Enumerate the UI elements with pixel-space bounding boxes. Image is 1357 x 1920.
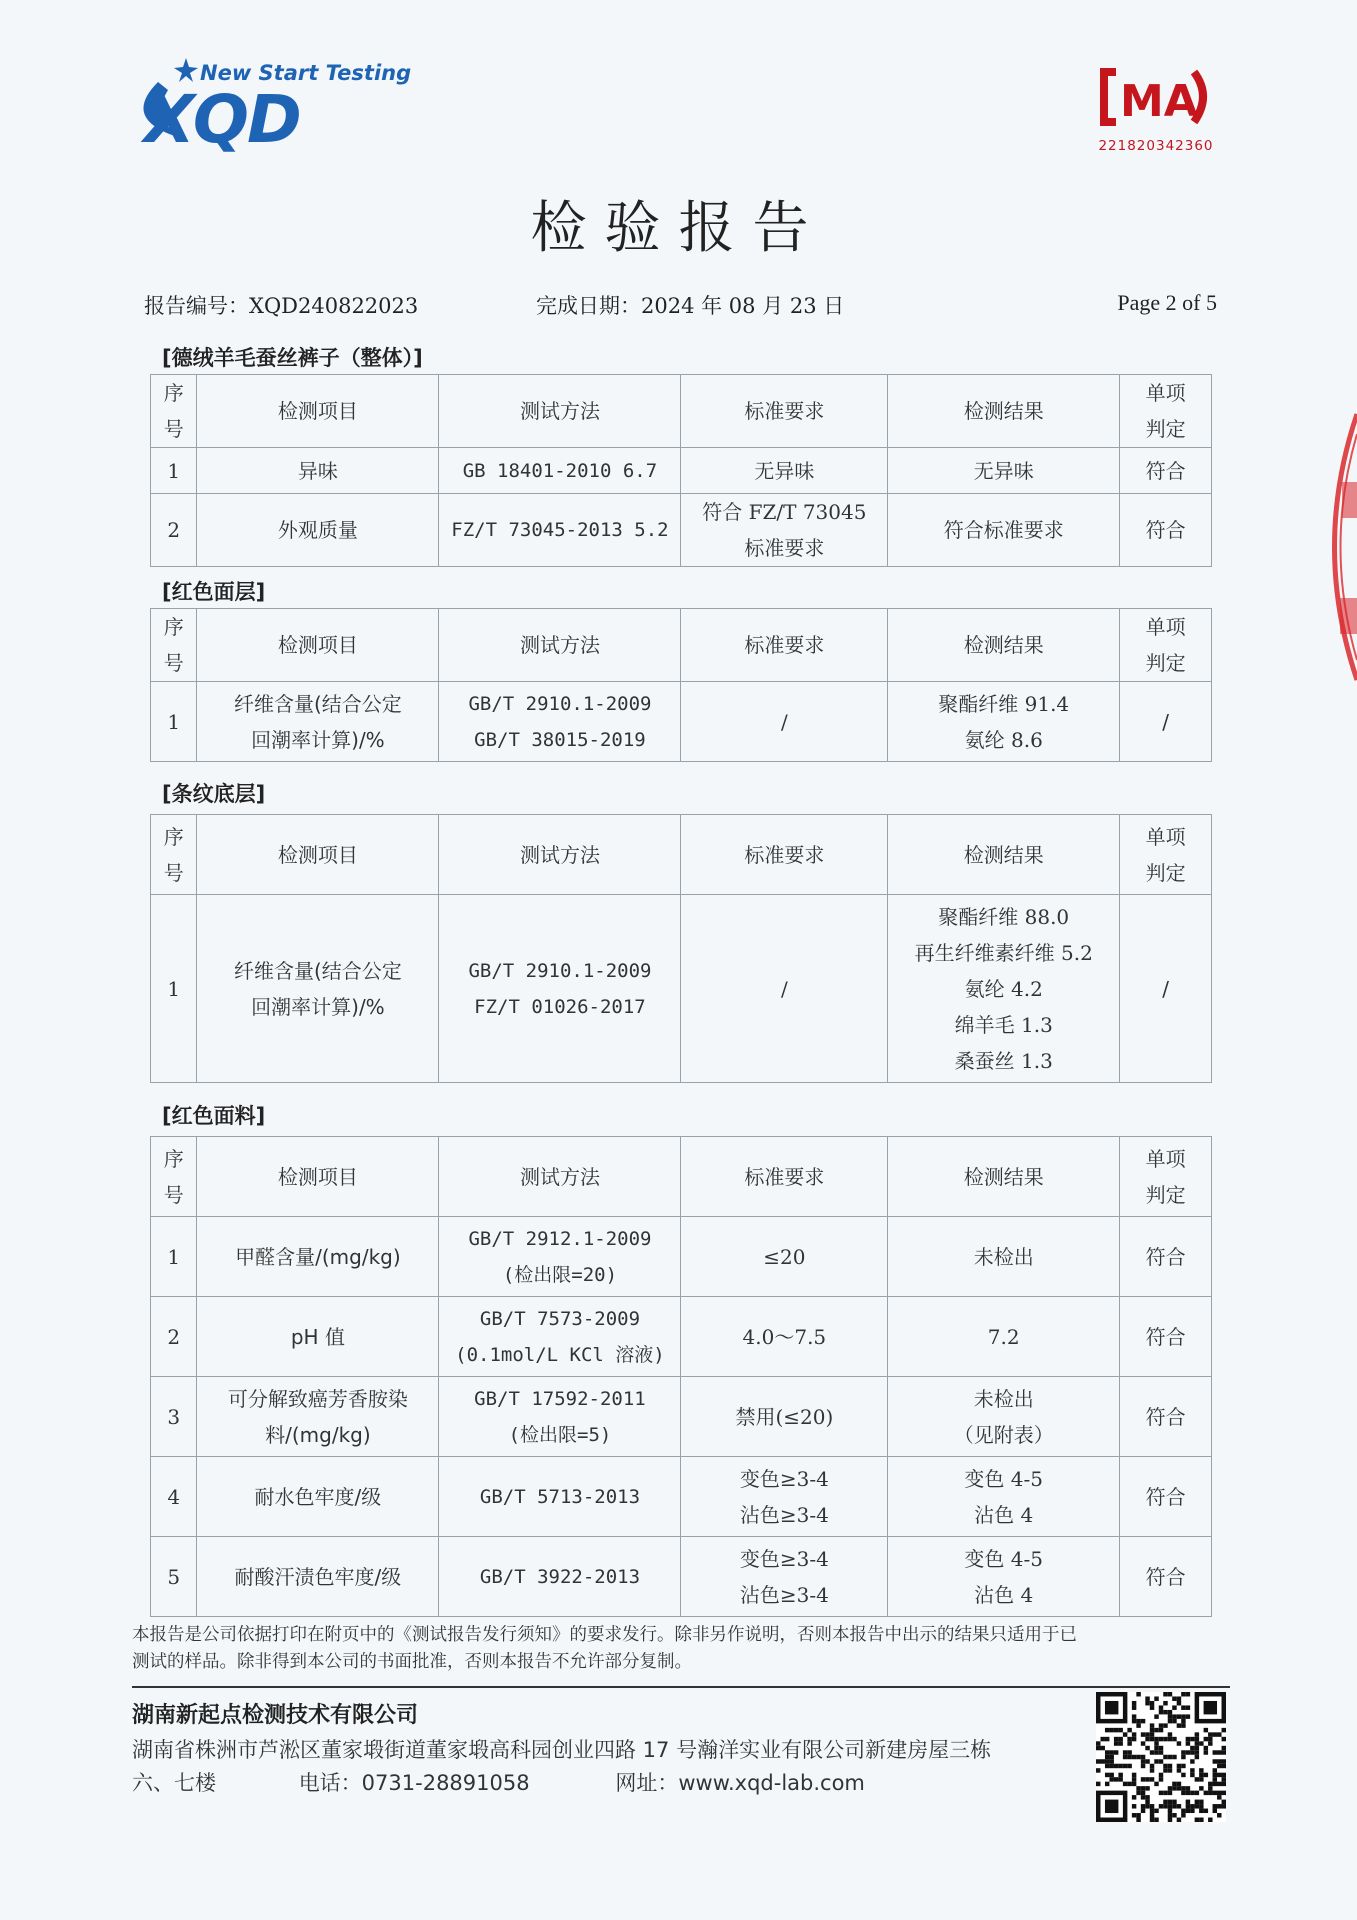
cell-test-method xyxy=(439,682,681,762)
cell-text: GB/T 2910.1-2009 xyxy=(468,959,652,982)
cell-verdict xyxy=(1120,1297,1212,1377)
cell-test-method xyxy=(439,1457,681,1537)
cma-letters: MA xyxy=(1120,76,1198,127)
cell-text: 变色≥3-4 xyxy=(739,1466,829,1491)
header-test-item xyxy=(197,1137,439,1217)
cell-text: 1 xyxy=(167,709,181,734)
table-header-row xyxy=(151,609,1212,682)
cell-result xyxy=(888,1537,1120,1617)
phone-number: 电话：0731-28891058 xyxy=(298,1771,530,1795)
cell-text: / xyxy=(1162,709,1169,734)
cell-text: 氨纶 4.2 xyxy=(964,976,1043,1001)
cell-text: 回潮率计算)/% xyxy=(251,994,385,1019)
cell-text: 沾色 4 xyxy=(974,1502,1034,1527)
disclaimer-line: 本报告是公司依据打印在附页中的《测试报告发行须知》的要求发行。除非另作说明，否则本报告中出示的结果只适用于已 xyxy=(132,1625,1077,1645)
cell-text: 2 xyxy=(167,518,181,542)
results-table-striped-bottom-layer xyxy=(150,814,1212,1083)
cell-text: 序 xyxy=(163,615,184,639)
cell-text: 聚酯纤维 91.4 xyxy=(938,691,1070,716)
cell-text: 耐酸汗渍色牢度/级 xyxy=(234,1564,402,1589)
cell-text: / xyxy=(780,709,788,734)
cell-test-method xyxy=(439,1297,681,1377)
cell-text: 号 xyxy=(163,860,184,885)
cell-text: 检测结果 xyxy=(963,399,1044,423)
header-verdict xyxy=(1120,375,1212,448)
cell-text: 符合 xyxy=(1145,518,1186,542)
cell-text: 耐水色牢度/级 xyxy=(254,1484,382,1509)
cell-text: GB 18401-2010 6.7 xyxy=(462,459,658,482)
cell-text: （见附表） xyxy=(953,1422,1054,1447)
cell-result xyxy=(888,1377,1120,1457)
cell-seq xyxy=(151,895,197,1083)
section-title-red-fabric: [红色面料] xyxy=(162,1104,266,1128)
cell-text: 判定 xyxy=(1145,1182,1186,1207)
results-table-whole xyxy=(150,374,1212,567)
cell-text: 号 xyxy=(163,651,184,675)
cell-requirement xyxy=(681,1377,888,1457)
cell-text: 未检出 xyxy=(973,1244,1034,1269)
cell-text: 纤维含量(结合公定 xyxy=(234,958,402,983)
cell-requirement xyxy=(681,494,888,567)
cell-text: (检出限=20) xyxy=(502,1263,618,1286)
disclaimer-line: 测试的样品。除非得到本公司的书面批准，否则本报告不允许部分复制。 xyxy=(132,1652,692,1672)
cell-test-item xyxy=(197,494,439,567)
results-table-red-top-layer xyxy=(150,608,1212,762)
cell-text: 1 xyxy=(167,976,181,1001)
cell-text: 再生纤维素纤维 5.2 xyxy=(914,940,1093,965)
cell-verdict xyxy=(1120,895,1212,1083)
cell-seq xyxy=(151,1217,197,1297)
cell-test-item xyxy=(197,1537,439,1617)
header-requirement xyxy=(681,375,888,448)
cell-text: 3 xyxy=(167,1404,181,1429)
cell-verdict xyxy=(1120,1377,1212,1457)
cell-requirement xyxy=(681,1217,888,1297)
header-test-method xyxy=(439,815,681,895)
cma-seal xyxy=(1094,66,1218,156)
cell-text: 标准要求 xyxy=(744,399,825,423)
cell-text: ≤20 xyxy=(763,1244,806,1269)
divider xyxy=(132,1686,1230,1688)
cell-test-item xyxy=(197,1297,439,1377)
cell-text: 符合 xyxy=(1145,1324,1186,1349)
company-address: 湖南省株洲市芦淞区董家塅街道董家塅高科园创业四路 17 号瀚洋实业有限公司新建房屋三栋 xyxy=(132,1738,992,1762)
cell-text: 单项 xyxy=(1145,615,1186,639)
red-seal-stamp xyxy=(1322,412,1357,682)
cell-text: GB/T 2910.1-2009 xyxy=(468,692,652,715)
cell-verdict xyxy=(1120,494,1212,567)
header-requirement xyxy=(681,609,888,682)
cell-text: 单项 xyxy=(1145,381,1186,405)
star-icon xyxy=(174,58,198,82)
cell-verdict xyxy=(1120,448,1212,494)
cell-text: 检测结果 xyxy=(963,842,1044,867)
cell-text: / xyxy=(780,976,788,1001)
cell-text: 未检出 xyxy=(973,1386,1034,1411)
cell-text: 外观质量 xyxy=(277,518,358,542)
cell-text: 判定 xyxy=(1145,651,1186,675)
cell-text: 检测项目 xyxy=(277,842,358,867)
header-test-method xyxy=(439,1137,681,1217)
section-title-striped-bottom-layer: [条纹底层] xyxy=(162,782,266,806)
cell-text: / xyxy=(1162,976,1169,1001)
cell-test-item xyxy=(197,1377,439,1457)
cell-test-item xyxy=(197,448,439,494)
section-title-whole: [德绒羊毛蚕丝裤子（整体）] xyxy=(162,346,423,370)
cell-requirement xyxy=(681,1297,888,1377)
address-floors: 六、七楼 xyxy=(132,1771,216,1795)
table-row xyxy=(151,1537,1212,1617)
cell-text: 序 xyxy=(163,381,184,405)
cell-text: 判定 xyxy=(1145,417,1186,441)
cell-text: 沾色≥3-4 xyxy=(739,1502,829,1527)
cell-text: 5 xyxy=(167,1564,181,1589)
header-test-method xyxy=(439,375,681,448)
cell-text: 号 xyxy=(163,417,184,441)
cell-text: GB/T 17592-2011 xyxy=(474,1387,646,1410)
header-requirement xyxy=(681,815,888,895)
cell-text: 2 xyxy=(167,1324,181,1349)
disclaimer xyxy=(132,1622,1232,1676)
cell-text: 聚酯纤维 88.0 xyxy=(938,904,1070,929)
cell-test-method xyxy=(439,1377,681,1457)
header-verdict xyxy=(1120,609,1212,682)
table-row xyxy=(151,494,1212,567)
cell-text: 单项 xyxy=(1145,824,1186,849)
cell-result xyxy=(888,448,1120,494)
cell-text: GB/T 5713-2013 xyxy=(479,1485,641,1508)
cell-text: 测试方法 xyxy=(519,399,600,423)
header-verdict xyxy=(1120,815,1212,895)
table-row xyxy=(151,1457,1212,1537)
cell-test-item xyxy=(197,1217,439,1297)
cell-text: 号 xyxy=(163,1182,184,1207)
cell-result xyxy=(888,895,1120,1083)
cell-text: 符合 xyxy=(1145,458,1186,483)
cell-text: FZ/T 73045-2013 5.2 xyxy=(451,519,669,541)
cell-text: 检测结果 xyxy=(963,1164,1044,1189)
table-header-row xyxy=(151,375,1212,448)
cell-text: 标准要求 xyxy=(744,1164,825,1189)
cell-text: 符合标准要求 xyxy=(943,518,1064,542)
cell-text: 测试方法 xyxy=(519,1164,600,1189)
cell-text: 符合 xyxy=(1145,1564,1186,1589)
cell-test-method xyxy=(439,448,681,494)
cell-text: 检测项目 xyxy=(277,633,358,657)
cell-seq xyxy=(151,682,197,762)
cell-text: 4.0～7.5 xyxy=(742,1324,827,1349)
section-title-red-top-layer: [红色面层] xyxy=(162,580,266,604)
cell-result xyxy=(888,1457,1120,1537)
cell-text: 1 xyxy=(167,1244,181,1269)
cell-requirement xyxy=(681,682,888,762)
cell-text: 测试方法 xyxy=(519,633,600,657)
cell-verdict xyxy=(1120,682,1212,762)
cell-text: 沾色≥3-4 xyxy=(739,1582,829,1607)
header-result xyxy=(888,609,1120,682)
results-table-red-fabric xyxy=(150,1136,1212,1617)
cell-text: 无异味 xyxy=(973,458,1034,483)
cell-seq xyxy=(151,1457,197,1537)
cell-result xyxy=(888,682,1120,762)
table-row xyxy=(151,895,1212,1083)
cell-verdict xyxy=(1120,1537,1212,1617)
cell-test-method xyxy=(439,1217,681,1297)
table-row xyxy=(151,1377,1212,1457)
cell-text: 检测结果 xyxy=(963,633,1044,657)
cell-text: 4 xyxy=(167,1484,181,1509)
table-row xyxy=(151,1297,1212,1377)
cell-text: pH 值 xyxy=(290,1324,345,1349)
table-row xyxy=(151,682,1212,762)
report-number: 报告编号：XQD240822023 xyxy=(144,294,419,318)
page-title: 检验报告 xyxy=(530,196,827,261)
header-seq xyxy=(151,815,197,895)
cell-seq xyxy=(151,1537,197,1617)
cell-text: (0.1mol/L KCl 溶液) xyxy=(455,1343,665,1366)
cell-text: GB/T 2912.1-2009 xyxy=(468,1227,652,1250)
header-result xyxy=(888,1137,1120,1217)
cell-seq xyxy=(151,494,197,567)
cell-text: 标准要求 xyxy=(744,842,825,867)
header-verdict xyxy=(1120,1137,1212,1217)
table-row xyxy=(151,448,1212,494)
cell-text: 标准要求 xyxy=(744,536,825,560)
table-header-row xyxy=(151,815,1212,895)
page-indicator: Page 2 of 5 xyxy=(1117,290,1217,315)
cell-test-method xyxy=(439,494,681,567)
header-test-item xyxy=(197,609,439,682)
header-seq xyxy=(151,609,197,682)
cell-text: 7.2 xyxy=(987,1324,1020,1349)
cell-text: 判定 xyxy=(1145,860,1186,885)
cell-test-method xyxy=(439,895,681,1083)
cell-requirement xyxy=(681,1537,888,1617)
cell-text: 符合 xyxy=(1145,1244,1186,1269)
cell-text: 绵羊毛 1.3 xyxy=(954,1012,1053,1037)
cell-text: 变色 4-5 xyxy=(964,1466,1043,1491)
cell-test-item xyxy=(197,895,439,1083)
website-link[interactable]: 网址：www.xqd-lab.com xyxy=(615,1771,865,1795)
cell-seq xyxy=(151,448,197,494)
cell-text: 桑蚕丝 1.3 xyxy=(954,1048,1053,1073)
cell-text: 禁用(≤20) xyxy=(735,1404,834,1429)
cell-text: FZ/T 01026-2017 xyxy=(474,995,646,1018)
cell-text: 回潮率计算)/% xyxy=(251,727,385,752)
cell-text: (检出限=5) xyxy=(508,1423,612,1446)
company-name: 湖南新起点检测技术有限公司 xyxy=(132,1703,419,1728)
cell-test-item xyxy=(197,1457,439,1537)
cell-verdict xyxy=(1120,1457,1212,1537)
header-result xyxy=(888,375,1120,448)
header-seq xyxy=(151,375,197,448)
cell-text: 1 xyxy=(167,458,181,483)
header-seq xyxy=(151,1137,197,1217)
header-test-item xyxy=(197,815,439,895)
cell-text: 单项 xyxy=(1145,1146,1186,1171)
cell-text: 氨纶 8.6 xyxy=(964,727,1043,752)
table-header-row xyxy=(151,1137,1212,1217)
cell-text: 检测项目 xyxy=(277,399,358,423)
cell-text: 符合 xyxy=(1145,1484,1186,1509)
cell-verdict xyxy=(1120,1217,1212,1297)
cell-text: GB/T 3922-2013 xyxy=(479,1565,641,1588)
cell-text: GB/T 38015-2019 xyxy=(474,728,646,751)
cell-text: GB/T 7573-2009 xyxy=(479,1307,641,1330)
cell-text: 序 xyxy=(163,1146,184,1171)
qr-code[interactable] xyxy=(1096,1692,1226,1822)
cell-requirement xyxy=(681,895,888,1083)
cell-text: 标准要求 xyxy=(744,633,825,657)
header-result xyxy=(888,815,1120,895)
cell-text: 料/(mg/kg) xyxy=(265,1422,371,1447)
cell-requirement xyxy=(681,448,888,494)
cell-text: 序 xyxy=(163,824,184,849)
cell-text: 检测项目 xyxy=(277,1164,358,1189)
header-requirement xyxy=(681,1137,888,1217)
table-row xyxy=(151,1217,1212,1297)
cell-seq xyxy=(151,1377,197,1457)
cell-text: 可分解致癌芳香胺染 xyxy=(227,1386,408,1411)
cell-result xyxy=(888,1217,1120,1297)
logo-tagline: New Start Testing xyxy=(200,61,412,85)
logo-mark: XQD xyxy=(144,81,300,158)
cell-text: 甲醛含量/(mg/kg) xyxy=(235,1244,401,1269)
cell-result xyxy=(888,1297,1120,1377)
header-test-item xyxy=(197,375,439,448)
header-test-method xyxy=(439,609,681,682)
cell-seq xyxy=(151,1297,197,1377)
cell-test-method xyxy=(439,1537,681,1617)
completion-date: 完成日期：2024 年 08 月 23 日 xyxy=(536,294,845,318)
cell-result xyxy=(888,494,1120,567)
cell-text: 沾色 4 xyxy=(974,1582,1034,1607)
cell-text: 符合 FZ/T 73045 xyxy=(702,500,867,524)
cell-test-item xyxy=(197,682,439,762)
contact-line xyxy=(132,1767,865,1797)
cell-text: 测试方法 xyxy=(519,842,600,867)
cell-text: 变色≥3-4 xyxy=(739,1546,829,1571)
cell-text: 异味 xyxy=(297,458,338,483)
xqd-logo xyxy=(128,52,412,158)
cell-text: 无异味 xyxy=(754,458,815,483)
cma-number: 221820342360 xyxy=(1098,138,1214,154)
cell-text: 符合 xyxy=(1145,1404,1186,1429)
cell-text: 变色 4-5 xyxy=(964,1546,1043,1571)
cell-requirement xyxy=(681,1457,888,1537)
cell-text: 纤维含量(结合公定 xyxy=(234,691,402,716)
